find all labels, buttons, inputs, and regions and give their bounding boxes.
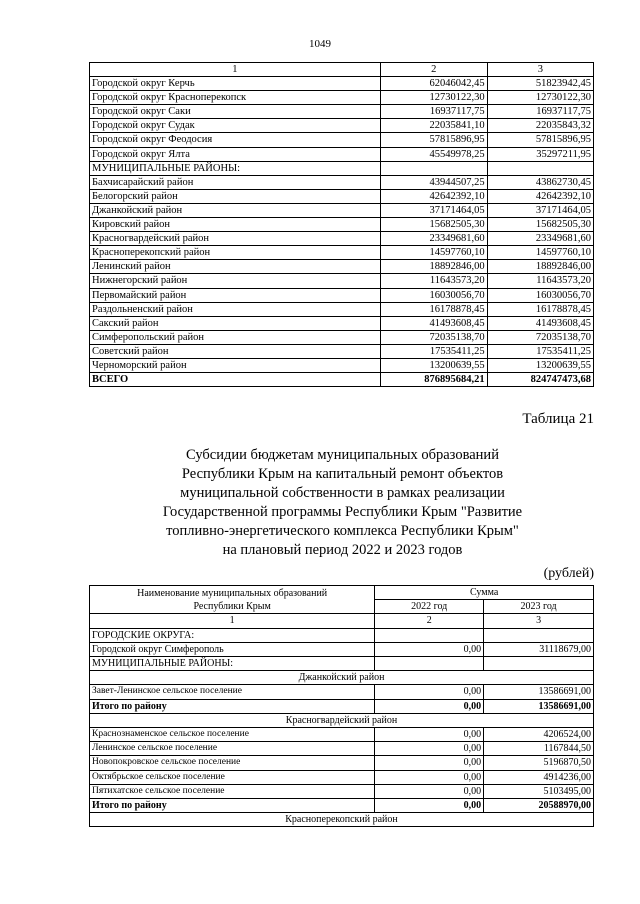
year-2023-header: 2023 год — [484, 600, 594, 614]
value-2023: 4914236,00 — [484, 770, 594, 784]
value-2022 — [375, 657, 484, 671]
table-header-row — [90, 586, 594, 600]
value-2023 — [484, 657, 594, 671]
value-2023: 72035138,70 — [487, 330, 593, 344]
table-row — [90, 358, 594, 372]
value-2022: 0,00 — [375, 699, 484, 713]
value-2022: 16937117,75 — [380, 105, 487, 119]
title-line: на плановый период 2022 и 2023 годов — [222, 542, 463, 558]
value-2023: 57815896,95 — [487, 133, 593, 147]
value-2023: 35297211,95 — [487, 147, 593, 161]
value-2022 — [380, 161, 487, 175]
district-name: Красногвардейский район — [90, 713, 594, 727]
table-row — [90, 756, 594, 770]
page-number: 1049 — [309, 38, 331, 50]
total-label: ВСЕГО — [90, 373, 381, 387]
value-2022: 15682505,30 — [380, 218, 487, 232]
value-2022: 11643573,20 — [380, 274, 487, 288]
region-name: Первомайский район — [90, 288, 381, 302]
regions-table — [89, 62, 594, 387]
region-name: Белогорский район — [90, 189, 381, 203]
region-name: Городской округ Керчь — [90, 77, 381, 91]
value-2023: 37171464,05 — [487, 203, 593, 217]
value-2022: 14597760,10 — [380, 246, 487, 260]
year-2022-header: 2022 год — [375, 600, 484, 614]
name-header-line-2: Республики Крым — [193, 600, 271, 612]
title-line: Субсидии бюджетам муниципальных образований — [186, 447, 499, 463]
value-2022: 0,00 — [375, 685, 484, 699]
region-name: МУНИЦИПАЛЬНЫЕ РАЙОНЫ: — [90, 161, 381, 175]
table-row — [90, 77, 594, 91]
value-2022: 42642392,10 — [380, 189, 487, 203]
table-row — [90, 105, 594, 119]
value-2022: 13200639,55 — [380, 358, 487, 372]
value-2023: 16937117,75 — [487, 105, 593, 119]
value-2022: 0,00 — [375, 784, 484, 798]
value-2022: 0,00 — [375, 728, 484, 742]
value-2022: 0,00 — [375, 742, 484, 756]
column-number-1: 1 — [90, 63, 381, 77]
value-2022: 16030056,70 — [380, 288, 487, 302]
district-header-row — [90, 813, 594, 827]
value-2022: 18892846,00 — [380, 260, 487, 274]
value-2023 — [487, 161, 593, 175]
district-header-row — [90, 713, 594, 727]
name-column-header — [90, 586, 375, 614]
region-name: Городской округ Ялта — [90, 147, 381, 161]
value-2023: 16178878,45 — [487, 302, 593, 316]
table-row — [90, 246, 594, 260]
table-row — [90, 742, 594, 756]
value-2022: 22035841,10 — [380, 119, 487, 133]
value-2022: 0,00 — [375, 642, 484, 656]
region-name: Городской округ Саки — [90, 105, 381, 119]
table-row — [90, 302, 594, 316]
value-2022: 16178878,45 — [380, 302, 487, 316]
table-row — [90, 330, 594, 344]
entity-name: Октябрьское сельское поселение — [90, 770, 375, 784]
value-2023: 23349681,60 — [487, 232, 593, 246]
region-name: Симферопольский район — [90, 330, 381, 344]
value-2023: 51823942,45 — [487, 77, 593, 91]
value-2023: 13586691,00 — [484, 685, 594, 699]
region-name: Советский район — [90, 344, 381, 358]
table-row — [90, 274, 594, 288]
title-line: топливно-энергетического комплекса Республики Крым" — [166, 523, 519, 539]
title-line: Республики Крым на капитальный ремонт объектов — [181, 466, 504, 482]
value-2023: 20588970,00 — [484, 799, 594, 813]
value-2022: 17535411,25 — [380, 344, 487, 358]
title-line: Государственной программы Республики Крым "Развитие — [162, 504, 523, 520]
region-name: Бахчисарайский район — [90, 175, 381, 189]
table-row — [90, 316, 594, 330]
units-label: (рублей) — [543, 566, 594, 581]
table-row — [90, 161, 594, 175]
value-2023: 18892846,00 — [487, 260, 593, 274]
region-name: Ленинский район — [90, 260, 381, 274]
district-total-row — [90, 699, 594, 713]
value-2023: 1167844,50 — [484, 742, 594, 756]
table-row — [90, 232, 594, 246]
value-2023: 42642392,10 — [487, 189, 593, 203]
value-2022: 62046042,45 — [380, 77, 487, 91]
value-2023: 12730122,30 — [487, 91, 593, 105]
entity-name: Завет-Ленинское сельское поселение — [90, 685, 375, 699]
total-row — [90, 373, 594, 387]
table-row — [90, 288, 594, 302]
table-row — [90, 728, 594, 742]
value-2023: 41493608,45 — [487, 316, 593, 330]
value-2023: 13200639,55 — [487, 358, 593, 372]
value-2022: 0,00 — [375, 799, 484, 813]
table-row — [90, 91, 594, 105]
table-row — [90, 218, 594, 232]
value-2022: 72035138,70 — [380, 330, 487, 344]
region-name: Кировский район — [90, 218, 381, 232]
table-row — [90, 119, 594, 133]
column-number-3: 3 — [484, 614, 594, 628]
column-number-3: 3 — [487, 63, 593, 77]
value-2023: 5103495,00 — [484, 784, 594, 798]
title-line: муниципальной собственности в рамках реализации — [180, 485, 505, 501]
district-name: Красноперекопский район — [90, 813, 594, 827]
region-name: Городской округ Красноперекопск — [90, 91, 381, 105]
region-name: Городской округ Феодосия — [90, 133, 381, 147]
table-row — [90, 203, 594, 217]
column-number-2: 2 — [375, 614, 484, 628]
value-2023 — [484, 628, 594, 642]
value-2022: 0,00 — [375, 770, 484, 784]
table-header-row — [90, 63, 594, 77]
value-2022: 41493608,45 — [380, 316, 487, 330]
value-2023: 17535411,25 — [487, 344, 593, 358]
district-total-row — [90, 799, 594, 813]
entity-name: МУНИЦИПАЛЬНЫЕ РАЙОНЫ: — [90, 657, 375, 671]
total-2023: 824747473,68 — [487, 373, 593, 387]
table-label: Таблица 21 — [522, 411, 594, 427]
value-2022: 57815896,95 — [380, 133, 487, 147]
entity-name: Пятихатское сельское поселение — [90, 784, 375, 798]
table-row — [90, 770, 594, 784]
table-row — [90, 133, 594, 147]
entity-name: ГОРОДСКИЕ ОКРУГА: — [90, 628, 375, 642]
column-numbers-row — [90, 614, 594, 628]
table-row — [90, 642, 594, 656]
table-title — [90, 446, 595, 560]
region-name: Нижнегорский район — [90, 274, 381, 288]
value-2023: 43862730,45 — [487, 175, 593, 189]
region-name: Красногвардейский район — [90, 232, 381, 246]
value-2023: 22035843,32 — [487, 119, 593, 133]
region-name: Сакский район — [90, 316, 381, 330]
district-total-label: Итого по району — [90, 799, 375, 813]
table-row — [90, 147, 594, 161]
entity-name: Краснознаменское сельское поселение — [90, 728, 375, 742]
subsidies-table — [89, 585, 594, 827]
entity-name: Городской округ Симферополь — [90, 642, 375, 656]
value-2023: 16030056,70 — [487, 288, 593, 302]
value-2023: 31118679,00 — [484, 642, 594, 656]
table-row — [90, 175, 594, 189]
entity-name: Ленинское сельское поселение — [90, 742, 375, 756]
value-2022: 23349681,60 — [380, 232, 487, 246]
district-header-row — [90, 671, 594, 685]
sum-column-header: Сумма — [375, 586, 594, 600]
table-row — [90, 260, 594, 274]
value-2022 — [375, 628, 484, 642]
column-number-2: 2 — [380, 63, 487, 77]
value-2022: 0,00 — [375, 756, 484, 770]
region-name: Красноперекопский район — [90, 246, 381, 260]
value-2023: 5196870,50 — [484, 756, 594, 770]
name-header-line-1: Наименование муниципальных образований — [137, 587, 328, 599]
region-name: Раздольненский район — [90, 302, 381, 316]
value-2022: 12730122,30 — [380, 91, 487, 105]
table-row — [90, 657, 594, 671]
entity-name: Новопокровское сельское поселение — [90, 756, 375, 770]
region-name: Черноморский район — [90, 358, 381, 372]
region-name: Джанкойский район — [90, 203, 381, 217]
value-2023: 4206524,00 — [484, 728, 594, 742]
table-row — [90, 628, 594, 642]
value-2023: 15682505,30 — [487, 218, 593, 232]
value-2022: 45549978,25 — [380, 147, 487, 161]
table-row — [90, 189, 594, 203]
region-name: Городской округ Судак — [90, 119, 381, 133]
table-row — [90, 784, 594, 798]
value-2023: 13586691,00 — [484, 699, 594, 713]
table-row — [90, 685, 594, 699]
district-total-label: Итого по району — [90, 699, 375, 713]
value-2022: 37171464,05 — [380, 203, 487, 217]
value-2023: 14597760,10 — [487, 246, 593, 260]
table-row — [90, 344, 594, 358]
district-name: Джанкойский район — [90, 671, 594, 685]
total-2022: 876895684,21 — [380, 373, 487, 387]
column-number-1: 1 — [90, 614, 375, 628]
value-2023: 11643573,20 — [487, 274, 593, 288]
value-2022: 43944507,25 — [380, 175, 487, 189]
